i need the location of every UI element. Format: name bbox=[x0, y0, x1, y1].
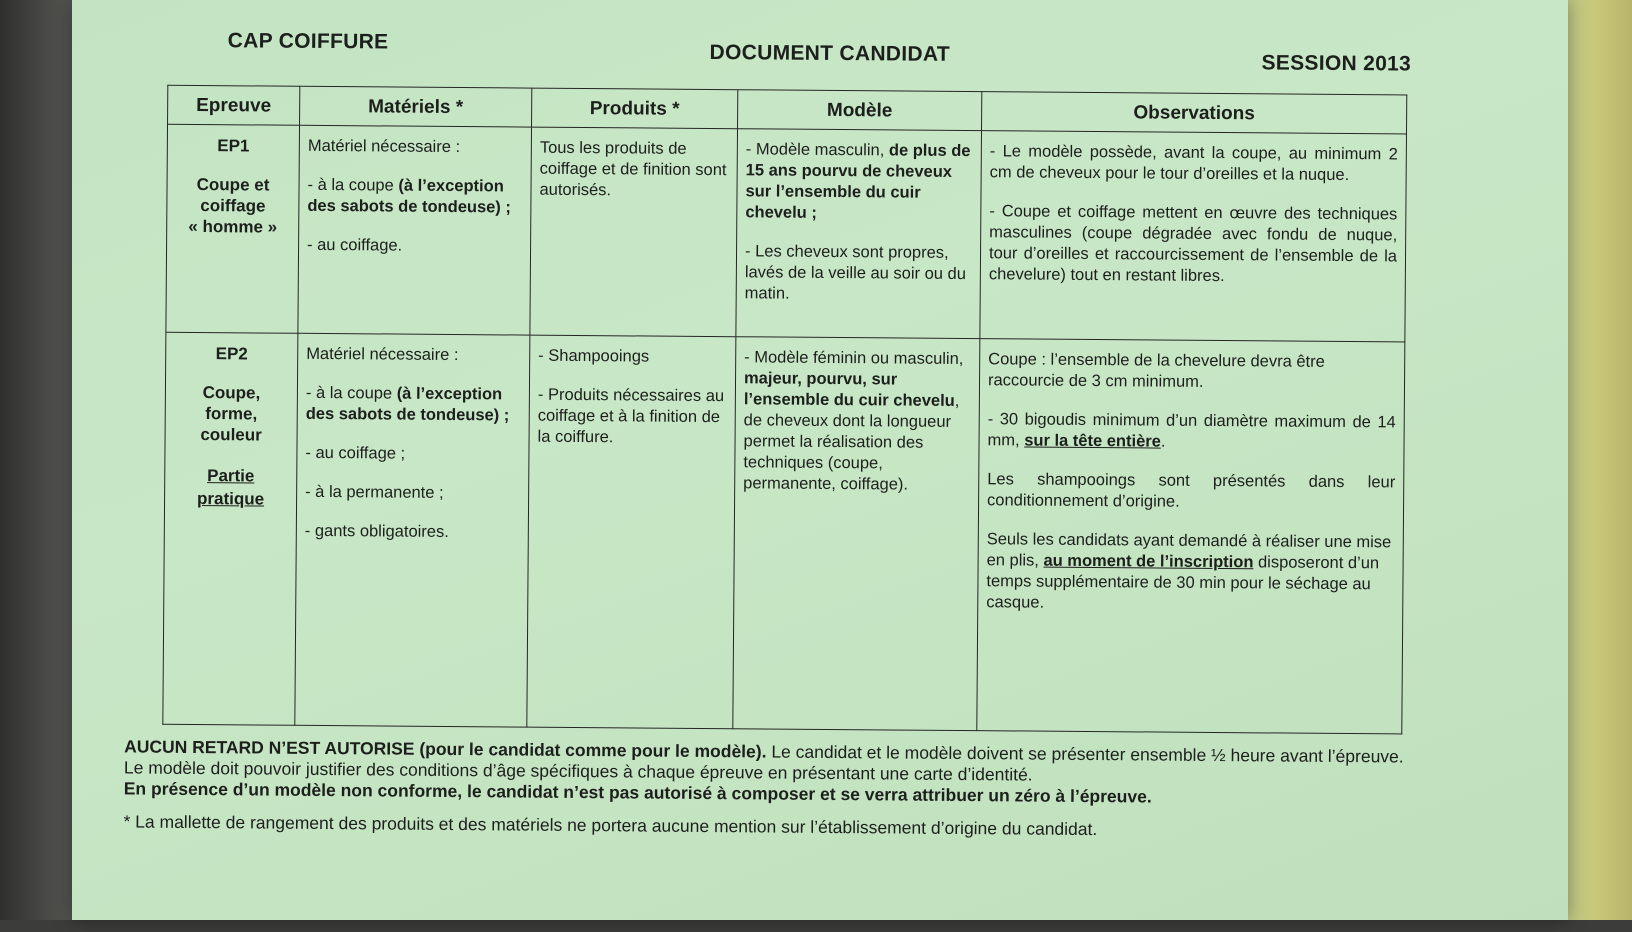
ep1-materiels-intro: Matériel nécessaire : bbox=[307, 136, 461, 157]
ep1-modele-cell bbox=[736, 129, 982, 339]
ep2-materiels-intro: Matériel nécessaire : bbox=[306, 344, 459, 365]
ep1-produits-cell bbox=[530, 127, 738, 337]
header-document-type: DOCUMENT CANDIDAT bbox=[709, 41, 951, 66]
column-header-materiels: Matériels * bbox=[300, 86, 532, 127]
column-header-observations: Observations bbox=[982, 92, 1407, 134]
ep1-code: EP1 bbox=[217, 136, 250, 156]
ep1-produits-text: Tous les produits de coiffage et de finition sont autorisés. bbox=[539, 138, 727, 200]
ep1-title-line-3: « homme » bbox=[188, 216, 278, 237]
ep2-modele-text-c: , de cheveux dont la longueur permet la réalisation des techniques (coupe, permanente, coiffage). bbox=[743, 391, 960, 494]
ep1-materiels-coupe-text: - à la coupe bbox=[307, 175, 399, 195]
ep2-observations-p1: Coupe : l’ensemble de la chevelure devra être raccourcie de 3 cm minimum. bbox=[987, 350, 1325, 391]
ep2-observations-p3: Les shampooings sont présentés dans leur conditionnement d’origine. bbox=[987, 470, 1396, 511]
ep2-epreuve-cell bbox=[163, 332, 298, 725]
ep1-observations-p1: - Le modèle possède, avant la coupe, au minimum 2 cm de cheveux pour le tour d’oreilles et la nuque. bbox=[989, 142, 1398, 185]
ep1-modele-requirement bbox=[745, 139, 973, 225]
header-session: SESSION 2013 bbox=[1261, 51, 1412, 76]
ep1-title-line-1: Coupe et bbox=[196, 174, 270, 195]
ep2-subtitle-line-1: Partie bbox=[207, 466, 255, 486]
document-sheet bbox=[72, 0, 1568, 920]
ep2-materiels-coiffage: - au coiffage ; bbox=[305, 443, 406, 463]
ep2-observations-p2 bbox=[987, 409, 1395, 454]
ep2-materiels-coupe-exception: (à l’exception des sabots de tondeuse) ; bbox=[305, 384, 510, 425]
ep2-materiels-coupe-text: - à la coupe bbox=[305, 383, 397, 403]
ep1-materiels-coupe-exception: (à l’exception des sabots de tondeuse) ; bbox=[307, 176, 512, 217]
ep2-modele-requirement bbox=[743, 347, 971, 496]
ep2-observations-p2-text: - 30 bigoudis minimum d’un diamètre maximum de 14 mm, bbox=[987, 410, 1396, 450]
ep2-observations-p2-emphasis: sur la tête entière bbox=[1024, 431, 1161, 451]
ep2-observations-p4-emphasis: au moment de l’inscription bbox=[1043, 551, 1254, 572]
ep1-epreuve-cell bbox=[166, 124, 300, 333]
document-content bbox=[65, 0, 1568, 932]
header-exam-title: CAP COIFFURE bbox=[227, 29, 389, 54]
footer-rules bbox=[123, 736, 1424, 842]
ep2-observations-p4 bbox=[986, 529, 1395, 616]
ep1-observations-p2: - Coupe et coiffage mettent en œuvre des techniques masculines (coupe dégradée avec fondu de nuque, tour d’oreilles et raccourcissement de l’ensemble de la chevelure) tout en restant libres. bbox=[988, 202, 1398, 286]
ep2-title-line-2: forme, bbox=[205, 404, 258, 424]
ep2-materiels-coupe bbox=[306, 383, 521, 427]
column-header-produits: Produits * bbox=[532, 88, 738, 129]
ep2-observations-p4-end: disposeront d’un temps supplémentaire de 30 min pour le séchage au casque. bbox=[986, 553, 1380, 612]
table-row-ep1 bbox=[166, 124, 1407, 342]
ep1-title-line-2: coiffage bbox=[200, 196, 266, 216]
table-row-ep2 bbox=[163, 332, 1405, 734]
column-header-epreuve: Epreuve bbox=[168, 85, 300, 125]
ep1-materiels-coupe bbox=[307, 175, 522, 219]
ep2-materiels-cell bbox=[295, 333, 530, 727]
ep1-modele-hair-clean: - Les cheveux sont propres, lavés de la veille au soir ou du matin. bbox=[744, 242, 967, 303]
requirements-table bbox=[162, 85, 1407, 735]
ep2-materiels-gants: - gants obligatoires. bbox=[304, 521, 449, 541]
ep2-produits-cell bbox=[527, 335, 736, 729]
ep2-subtitle-line-2: pratique bbox=[196, 488, 265, 509]
ep2-observations-cell bbox=[977, 339, 1405, 734]
ep1-materiels-cell bbox=[298, 125, 532, 335]
footer-rule-lateness-text: Le candidat et le modèle doivent se présenter ensemble ½ heure avant l’épreuve. Le modèle doit pouvoir justifier des conditions d’âge spécifiques à chaque épreuve en présentant une carte d’identité. bbox=[123, 741, 1404, 785]
ep2-observations-p4-text: Seuls les candidats ayant demandé à réaliser une mise en plis, bbox=[986, 530, 1392, 570]
ep2-title-line-1: Coupe, bbox=[202, 383, 261, 403]
ep2-modele-text-a: - Modèle féminin ou masculin, bbox=[744, 348, 964, 369]
footer-rule-lateness-bold: AUCUN RETARD N’EST AUTORISE (pour le candidat comme pour le modèle). bbox=[124, 736, 767, 762]
ep1-modele-requirement-text: - Modèle masculin, bbox=[745, 140, 889, 160]
ep2-modele-cell bbox=[733, 337, 980, 731]
footer-rule-nonconform: En présence d’un modèle non conforme, le candidat n’est pas autorisé à composer et se verra attribuer un zéro à l’épreuve. bbox=[123, 778, 1152, 807]
ep1-materiels-coiffage: - au coiffage. bbox=[307, 235, 403, 255]
ep1-observations-cell bbox=[980, 131, 1407, 342]
ep2-materiels-permanente: - à la permanente ; bbox=[305, 482, 444, 502]
ep2-produits-shampooings: - Shampooings bbox=[538, 346, 650, 366]
ep2-title-line-3: couleur bbox=[200, 425, 262, 445]
ep2-code: EP2 bbox=[215, 344, 248, 364]
footer-note-case: * La mallette de rangement des produits et des matériels ne portera aucune mention sur l’établissement d’origine du candidat. bbox=[123, 811, 1098, 840]
ep2-modele-text-bold: majeur, pourvu, sur l’ensemble du cuir chevelu bbox=[743, 369, 955, 410]
ep2-observations-p2-end: . bbox=[1160, 432, 1166, 451]
column-header-modele: Modèle bbox=[738, 90, 982, 131]
ep1-modele-requirement-bold: de plus de 15 ans pourvu de cheveux sur l’ensemble du cuir chevelu ; bbox=[745, 141, 971, 222]
ep2-produits-coiffage: - Produits nécessaires au coiffage et à la finition de la coiffure. bbox=[537, 385, 725, 447]
